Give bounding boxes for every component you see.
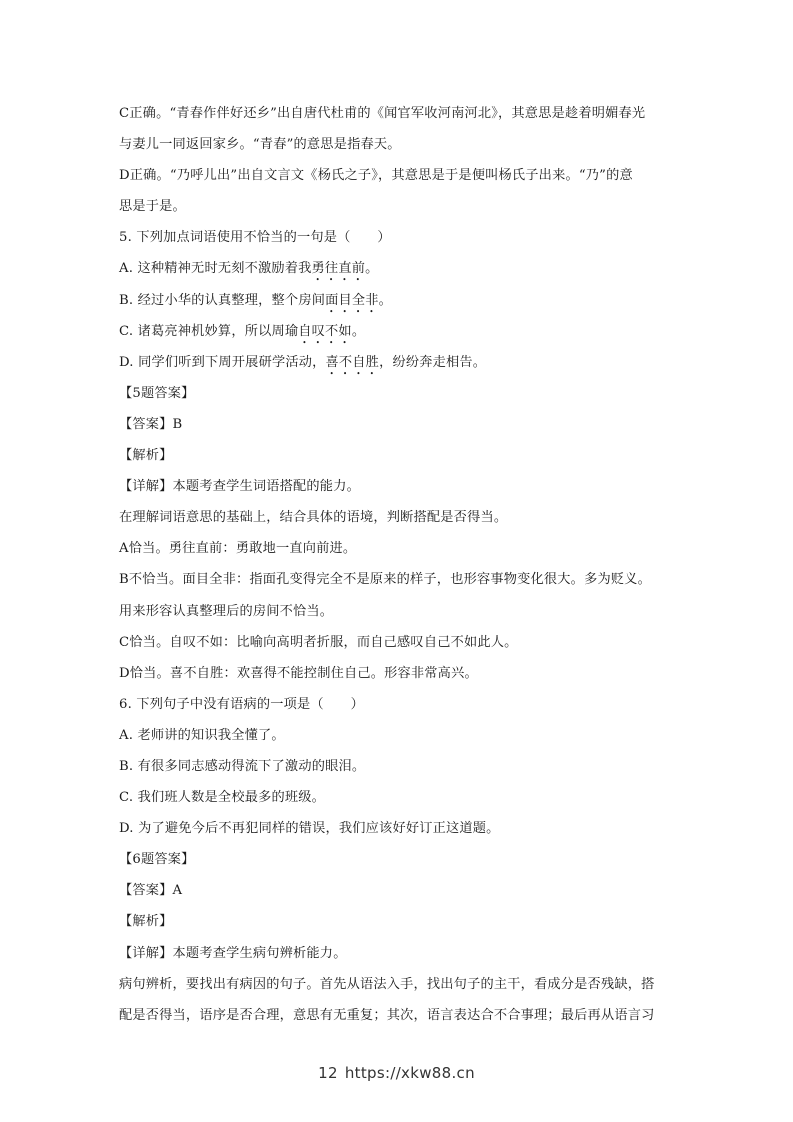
question-6-option-b: B. 有很多同志感动得流下了激动的眼泪。 [119,758,366,774]
footer-url[interactable]: https://xkw88.cn [344,1064,475,1082]
option-text: 。 [351,323,366,339]
text-line: 与妻儿一同返回家乡。“青春”的意思是指春天。 [119,137,401,153]
answer-line: 【答案】B [119,416,183,432]
page-footer [0,1064,793,1082]
question-5-stem: 5. 下列加点词语使用不恰当的一句是（ ） [119,230,391,246]
option-text: C. 诸葛亮神机妙算，所以周瑜 [119,323,299,339]
text-line: A恰当。勇往直前：勇敢地一直向前进。 [119,541,357,557]
question-5-option-b [119,285,679,316]
page-number: 12 [318,1064,338,1082]
document-body [119,98,679,1031]
question-5-option-c [119,316,679,347]
text-line: 【详解】本题考查学生病句辨析能力。 [119,945,347,961]
analysis-header: 【解析】 [119,914,173,930]
text-line: 配是否得当，语序是否合理，意思有无重复；其次，语言表达合不合事理；最后再从语言习 [119,1007,655,1023]
dotted-phrase: 喜不自胜 [325,354,380,370]
text-line: C正确。“青春作伴好还乡”出自唐代杜甫的《闻官军收河南河北》，其意思是趁着明媚春光 [119,106,646,121]
text-line: B不恰当。面目全非：指面孔变得完全不是原来的样子，也形容事物变化很大。多为贬义。 [119,572,651,588]
text-line: D恰当。喜不自胜：欢喜得不能控制住自己。形容非常高兴。 [119,665,478,681]
text-line: 思是于是。 [119,199,186,215]
option-text: D. 同学们听到下周开展研学活动， [119,354,326,370]
answer-header: 【5题答案】 [119,385,195,401]
option-text: 。 [378,292,393,308]
dotted-phrase: 勇往直前 [311,261,366,277]
option-text: A. 这种精神无时无刻不激励着我 [119,261,312,277]
question-5-option-a [119,253,679,284]
text-line: C恰当。自叹不如：比喻向高明者折服，而自己感叹自己不如此人。 [119,634,518,650]
analysis-header: 【解析】 [119,448,173,464]
text-line: 用来形容认真整理后的房间不恰当。 [119,603,334,619]
option-text: 。 [365,261,379,277]
question-6-option-a: A. 老师讲的知识我全懂了。 [119,727,285,743]
dotted-phrase: 面目全非 [325,292,379,308]
option-text: B. 经过小华的认真整理，整个房间 [119,292,326,308]
question-6-option-d: D. 为了避免今后不再犯同样的错误，我们应该好好订正这道题。 [119,821,500,837]
text-line: 【详解】本题考查学生词语搭配的能力。 [119,479,360,495]
text-line: 病句辨析，要找出有病因的句子。首先从语法入手，找出句子的主干，看成分是否残缺，搭 [119,976,655,992]
question-6-stem: 6. 下列句子中没有语病的一项是（ ） [119,696,364,712]
text-line: D正确。“乃呼儿出”出自文言文《杨氏之子》，其意思是于是便叫杨氏子出来。“乃”的意 [119,168,633,184]
dotted-phrase: 自叹不如 [298,323,352,339]
question-5-option-d [119,347,679,378]
answer-line: 【答案】A [119,883,183,899]
answer-header: 【6题答案】 [119,852,195,868]
option-text: ，纷纷奔走相告。 [379,354,487,370]
question-6-option-c: C. 我们班人数是全校最多的班级。 [119,790,326,806]
text-line: 在理解词语意思的基础上，结合具体的语境，判断搭配是否得当。 [119,510,508,526]
